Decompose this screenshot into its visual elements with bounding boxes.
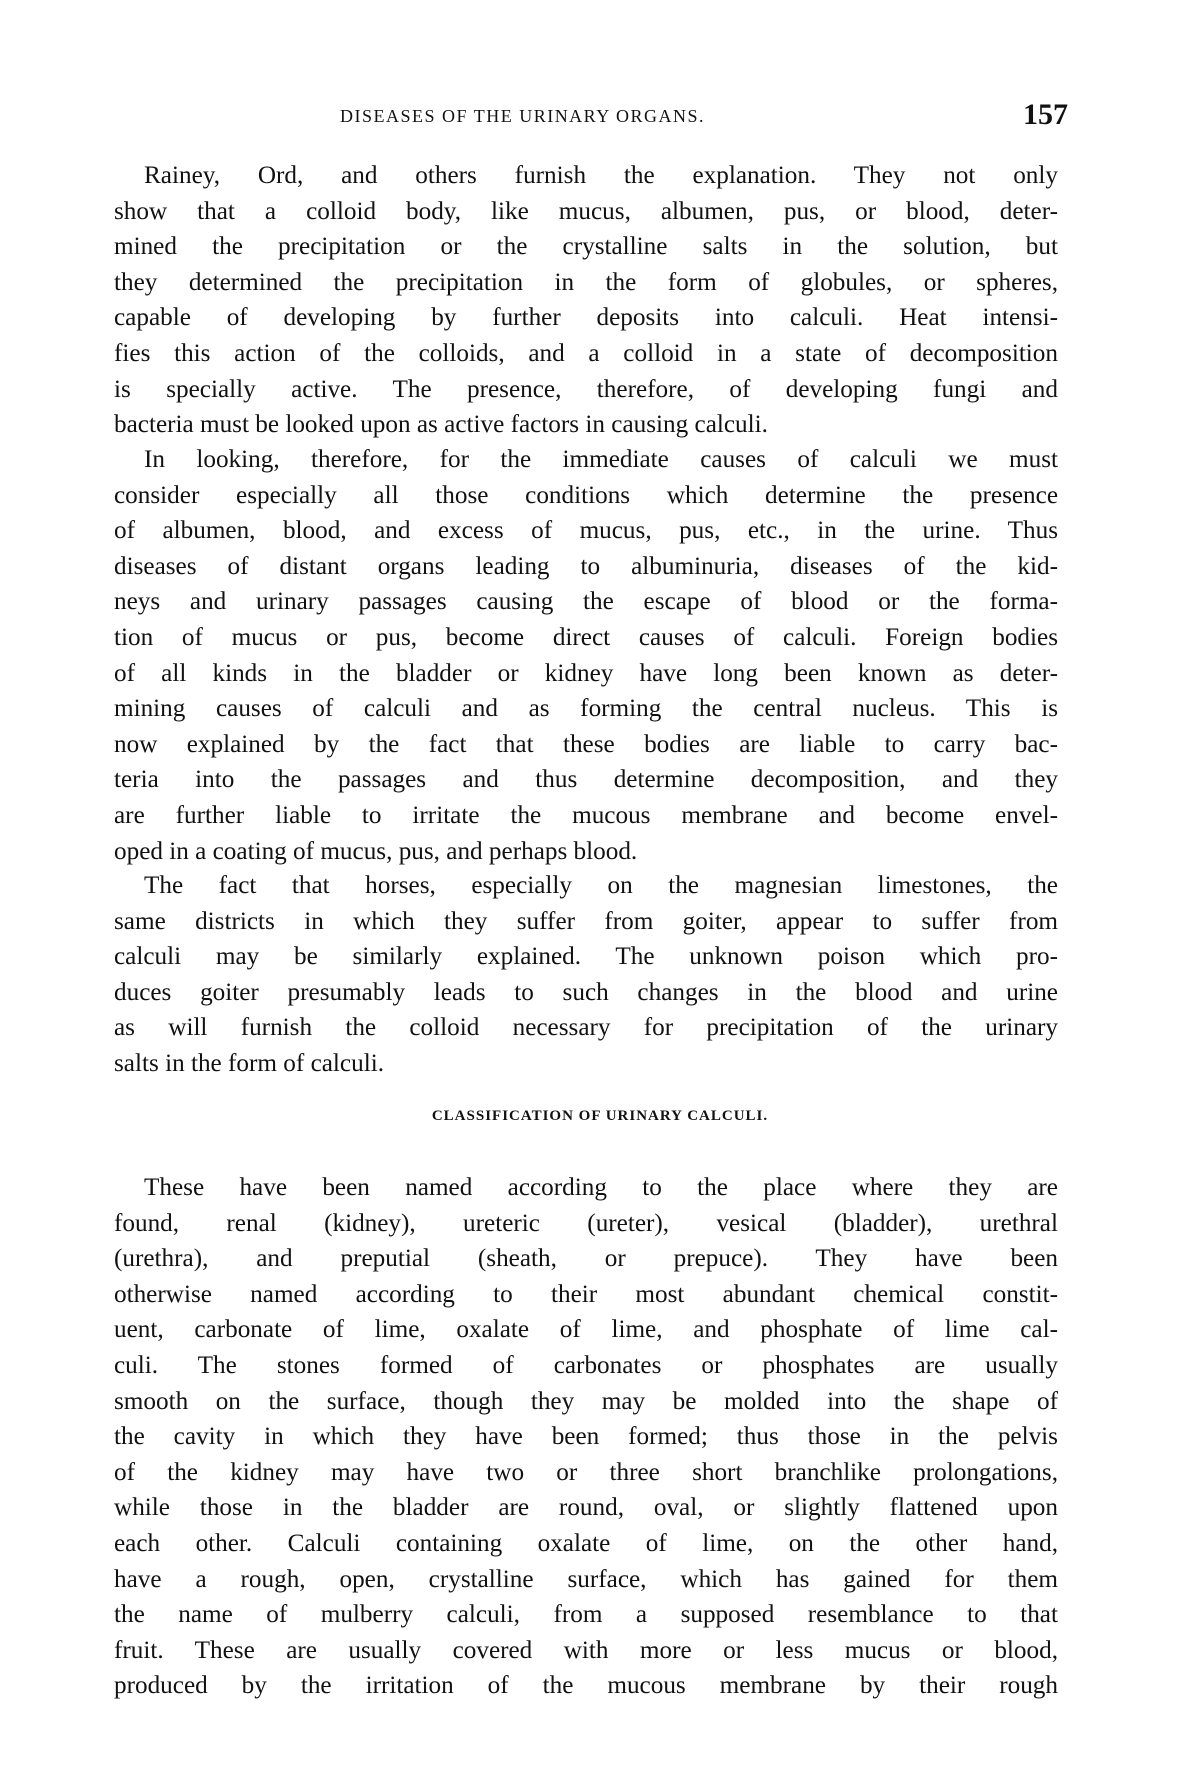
text-line: diseases of distant organs leading to albuminuria, diseases of the kid-: [114, 552, 1058, 580]
paragraph-colloid-explanation: [114, 158, 1058, 443]
text-line: capable of developing by further deposits into calculi. Heat intensi-: [114, 304, 1058, 332]
text-line: neys and urinary passages causing the escape of blood or the forma-: [114, 588, 1058, 616]
paragraph-horses-goiter: [114, 868, 1058, 1082]
text-line: teria into the passages and thus determine decomposition, and they: [114, 766, 1058, 794]
text-line: oped in a coating of mucus, pus, and perhaps blood.: [114, 837, 638, 865]
text-line: now explained by the fact that these bodies are liable to carry bac-: [114, 730, 1058, 758]
text-line: found, renal (kidney), ureteric (ureter), vesical (bladder), urethral: [114, 1209, 1058, 1237]
text-line: smooth on the surface, though they may be molded into the shape of: [114, 1387, 1058, 1415]
page-number: 157: [1023, 98, 1068, 131]
text-line: of all kinds in the bladder or kidney have long been known as deter-: [114, 659, 1058, 687]
text-line: The fact that horses, especially on the magnesian limestones, the: [144, 872, 1058, 899]
text-line: of the kidney may have two or three short branchlike prolongations,: [114, 1458, 1058, 1486]
text-line: while those in the bladder are round, oval, or slightly flattened upon: [114, 1494, 1058, 1522]
text-line: In looking, therefore, for the immediate causes of calculi we must: [144, 446, 1058, 473]
text-line: consider especially all those conditions which determine the presence: [114, 481, 1058, 509]
text-line: show that a colloid body, like mucus, albumen, pus, or blood, deter-: [114, 197, 1058, 225]
text-line: These have been named according to the place where they are: [144, 1174, 1058, 1201]
section-heading: CLASSIFICATION OF URINARY CALCULI.: [431, 1108, 769, 1124]
text-line: the cavity in which they have been formed; thus those in the pelvis: [114, 1423, 1058, 1451]
text-line: otherwise named according to their most abundant chemical constit-: [114, 1280, 1058, 1308]
running-head: [160, 98, 1068, 140]
text-line: of albumen, blood, and excess of mucus, pus, etc., in the urine. Thus: [114, 517, 1058, 545]
text-line: is specially active. The presence, therefore, of developing fungi and: [114, 375, 1058, 403]
text-line: mining causes of calculi and as forming the central nucleus. This is: [114, 695, 1058, 723]
text-line: bacteria must be looked upon as active factors in causing calculi.: [114, 411, 768, 439]
text-line: fruit. These are usually covered with more or less mucus or blood,: [114, 1636, 1058, 1664]
text-line: have a rough, open, crystalline surface, which has gained for them: [114, 1565, 1058, 1593]
paragraph-immediate-causes: [114, 442, 1058, 869]
text-line: calculi may be similarly explained. The unknown poison which pro-: [114, 943, 1058, 971]
text-line: each other. Calculi containing oxalate of lime, on the other hand,: [114, 1529, 1058, 1557]
text-line: Rainey, Ord, and others furnish the explanation. They not only: [144, 162, 1058, 189]
text-line: duces goiter presumably leads to such changes in the blood and urine: [114, 978, 1058, 1006]
text-line: (urethra), and preputial (sheath, or prepuce). They have been: [114, 1245, 1058, 1273]
text-line: fies this action of the colloids, and a colloid in a state of decomposition: [114, 339, 1058, 367]
text-line: they determined the precipitation in the form of globules, or spheres,: [114, 268, 1058, 296]
text-line: culi. The stones formed of carbonates or phosphates are usually: [114, 1351, 1058, 1379]
running-title: DISEASES OF THE URINARY ORGANS.: [340, 106, 706, 126]
text-line: salts in the form of calculi.: [114, 1049, 384, 1077]
text-line: the name of mulberry calculi, from a supposed resemblance to that: [114, 1601, 1058, 1629]
text-line: uent, carbonate of lime, oxalate of lime, and phosphate of lime cal-: [114, 1316, 1058, 1344]
text-line: are further liable to irritate the mucous membrane and become envel-: [114, 801, 1058, 829]
text-line: mined the precipitation or the crystalline salts in the solution, but: [114, 233, 1058, 261]
text-line: tion of mucus or pus, become direct causes of calculi. Foreign bodies: [114, 623, 1058, 651]
text-line: as will furnish the colloid necessary for precipitation of the urinary: [114, 1014, 1058, 1042]
text-line: produced by the irritation of the mucous membrane by their rough: [114, 1672, 1058, 1700]
text-line: same districts in which they suffer from goiter, appear to suffer from: [114, 907, 1058, 935]
paragraph-classification: [114, 1170, 1058, 1704]
